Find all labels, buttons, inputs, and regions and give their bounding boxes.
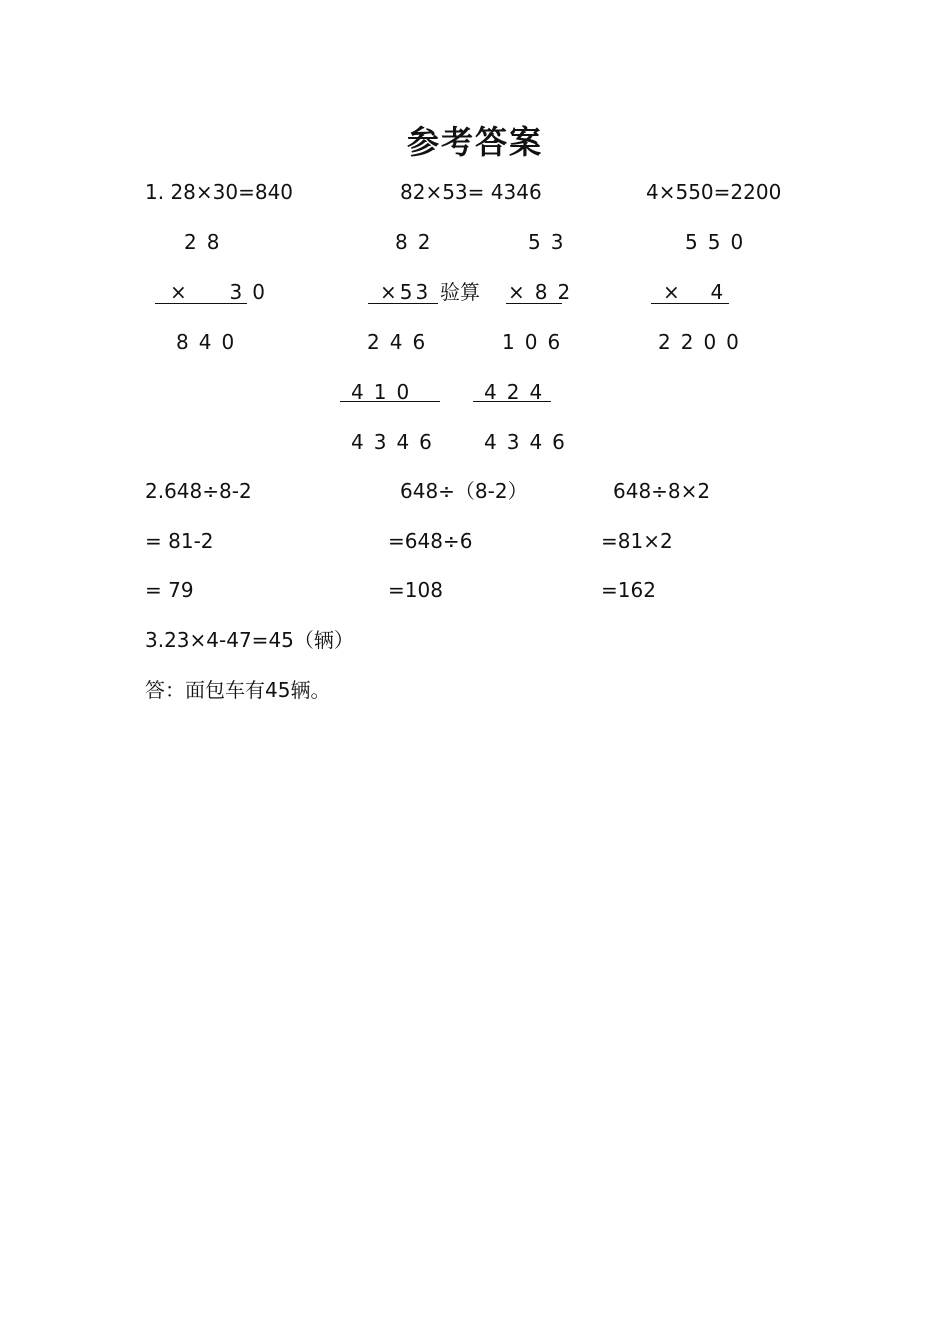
calc2-multiplier: ×53 <box>380 280 432 304</box>
q1-equation-2: 82×53= 4346 <box>400 180 542 204</box>
q1-equation-3: 4×550=2200 <box>646 180 782 204</box>
calc3-partial-2: 424 <box>484 380 553 404</box>
q1-equation-1: 1. 28×30=840 <box>145 180 294 204</box>
calc1-multiplier: × 30 <box>170 280 275 304</box>
calc2-partial-2: 410 <box>351 380 420 404</box>
calc3-partial-1: 106 <box>502 330 571 354</box>
calc1-multiplicand: 28 <box>184 230 230 254</box>
calc2-result: 4346 <box>351 430 442 454</box>
calc3-multiplier: ×82 <box>508 280 581 304</box>
q2-b-line-3: =108 <box>388 578 443 602</box>
q2-b-line-2: =648÷6 <box>388 529 473 553</box>
q2-b-line-1: 648÷（8-2） <box>400 479 528 503</box>
calc3-underline <box>506 303 562 304</box>
q2-a-line-1: 2.648÷8-2 <box>145 479 252 503</box>
calc4-multiplicand: 550 <box>685 230 754 254</box>
calc1-underline <box>155 303 247 304</box>
calc2-underline-2 <box>340 401 440 402</box>
q3-equation: 3.23×4-47=45（辆） <box>145 628 354 652</box>
calc3-multiplicand: 53 <box>528 230 574 254</box>
calc2-multiplicand: 82 <box>395 230 441 254</box>
q2-a-line-3: = 79 <box>145 578 194 602</box>
calc4-result: 2200 <box>658 330 749 354</box>
calc2-partial-1: 246 <box>367 330 436 354</box>
q2-c-line-2: =81×2 <box>601 529 673 553</box>
calc3-underline-2 <box>473 401 551 402</box>
calc1-result: 840 <box>176 330 245 354</box>
page-title: 参考答案 <box>406 123 543 161</box>
calc4-multiplier: × 4 <box>663 280 730 304</box>
check-label: 验算 <box>440 280 480 304</box>
q3-answer: 答：面包车有45辆。 <box>145 678 331 702</box>
q2-c-line-3: =162 <box>601 578 656 602</box>
q2-c-line-1: 648÷8×2 <box>613 479 711 503</box>
calc4-underline <box>651 303 729 304</box>
q2-a-line-2: = 81-2 <box>145 529 214 553</box>
calc2-underline <box>368 303 438 304</box>
calc3-result: 4346 <box>484 430 575 454</box>
